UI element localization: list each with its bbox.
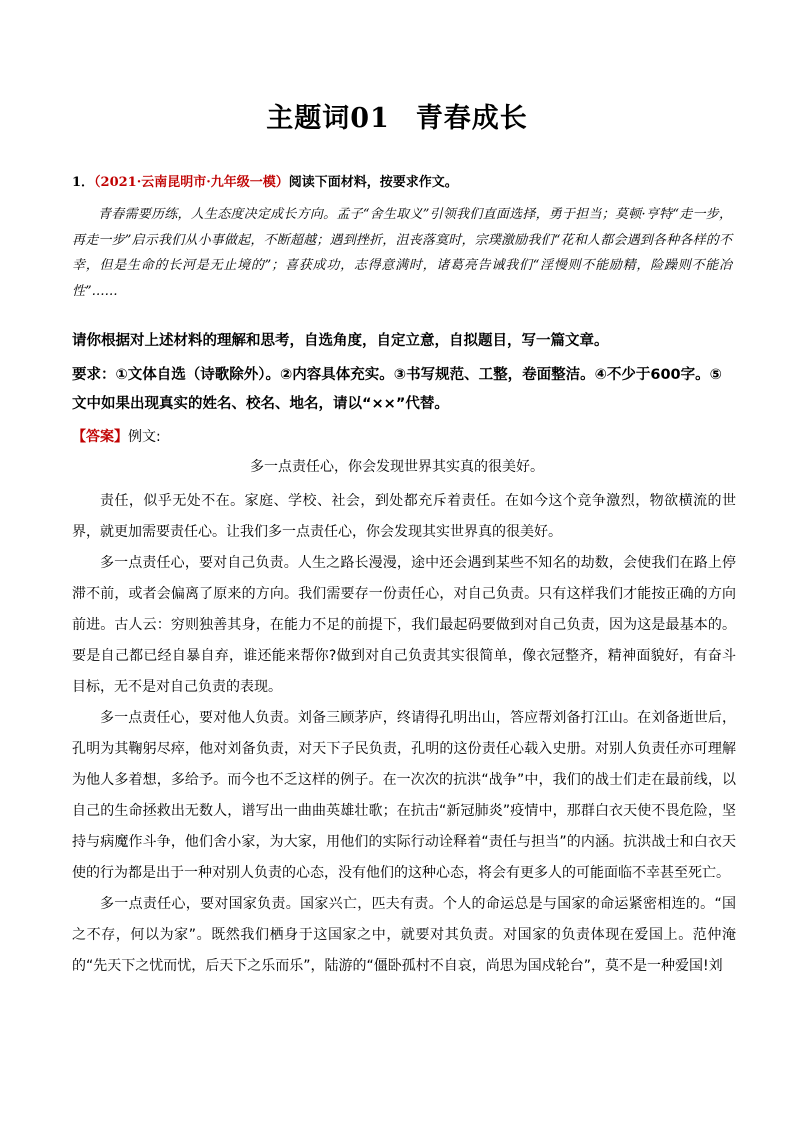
page-title (0, 96, 794, 135)
essay-title: 多一点责任心，你会发现世界其实真的很美好。 (250, 459, 544, 475)
essay-paragraph: 责任，似乎无处不在。家庭、学校、社会，到处都充斥着责任。在如今这个竞争激烈，物欲横流的世界，就更加需要责任心。让我们多一点责任心，你会发现其实世界真的很美好。 (72, 493, 736, 540)
essay-paragraph: 多一点责任心，要对国家负责。国家兴亡，匹夫有责。个人的命运总是与国家的命运紧密相连的。“国之不存，何以为家”。既然我们栖身于这国家之中，就要对其负责。对国家的负责体现在爱国上。范仲淹的“先天下之忧而忧，后天下之乐而乐”，陆游的“僵卧孤村不自哀，尚思为国戍轮台”，莫不是一种爱国!刘 (72, 896, 736, 974)
essay-paragraph: 多一点责任心，要对自己负责。人生之路长漫漫，途中还会遇到某些不知名的劫数，会使我们在路上停滞不前，或者会偏离了原来的方向。我们需要存一份责任心，对自己负责。只有这样我们才能按正确的方向前进。古人云：穷则独善其身，在能力不足的前提下，我们最起码要做到对自己负责，因为这是最基本的。要是自己都已经自暴自弃，谁还能来帮你?做到对自己负责其实很简单，像衣冠整齐，精神面貌好，有奋斗目标，无不是对自己负责的表现。 (72, 555, 736, 695)
question-source: （2021·云南昆明市·九年级一模） (94, 175, 289, 190)
question-number: 1． (72, 175, 95, 190)
essay-body (72, 486, 736, 982)
question-material: 青春需要历练，人生态度决定成长方向。孟子“舍生取义”引领我们直面选择，勇于担当；莫顿·亨特“走一步，再走一步”启示我们从小事做起，不断超越；遇到挫折，沮丧落寞时，宗璞激励我们“花和人都会遇到各种各样的不幸，但是生命的长河是无止境的”；喜获成功，志得意满时，诸葛亮告诫我们“淫慢则不能励精，险躁则不能冶性”…… (72, 207, 732, 299)
essay-paragraph: 多一点责任心，要对他人负责。刘备三顾茅庐，终请得孔明出山，答应帮刘备打江山。在刘备逝世后，孔明为其鞠躬尽瘁，他对刘备负责，对天下子民负责，孔明的这份责任心载入史册。对别人负责任亦可理解为他人多着想，多给予。而今也不乏这样的例子。在一次次的抗洪“战争”中，我们的战士们走在最前线，以自己的生命拯救出无数人，谱写出一曲曲英雄壮歌；在抗击“新冠肺炎”疫情中，那群白衣天使不畏危险，坚持与病魔作斗争，他们舍小家，为大家，用他们的实际行动诠释着“责任与担当”的内涵。抗洪战士和白衣天使的行为都是出于一种对别人负责的心态，没有他们的这种心态，将会有更多人的可能面临不幸甚至死亡。 (72, 710, 736, 881)
example-label: 例文: (128, 429, 161, 445)
requirements-text: 要求：①文体自选（诗歌除外）。②内容具体充实。③书写规范、工整，卷面整洁。④不少于600字。⑤文中如果出现真实的姓名、校名、地名，请以“××”代替。 (72, 367, 722, 412)
instruction-text: 请你根据对上述材料的理解和思考，自选角度，自定立意，自拟题目，写一篇文章。 (72, 333, 609, 349)
title-topic-text: 青春成长 (415, 103, 528, 134)
question-prompt: 阅读下面材料，按要求作文。 (288, 175, 458, 190)
answer-tag: 【答案】 (72, 429, 128, 445)
answer-label-line (72, 426, 161, 448)
title-topic-number: 主题词01 (266, 103, 390, 134)
question-header (72, 173, 732, 193)
